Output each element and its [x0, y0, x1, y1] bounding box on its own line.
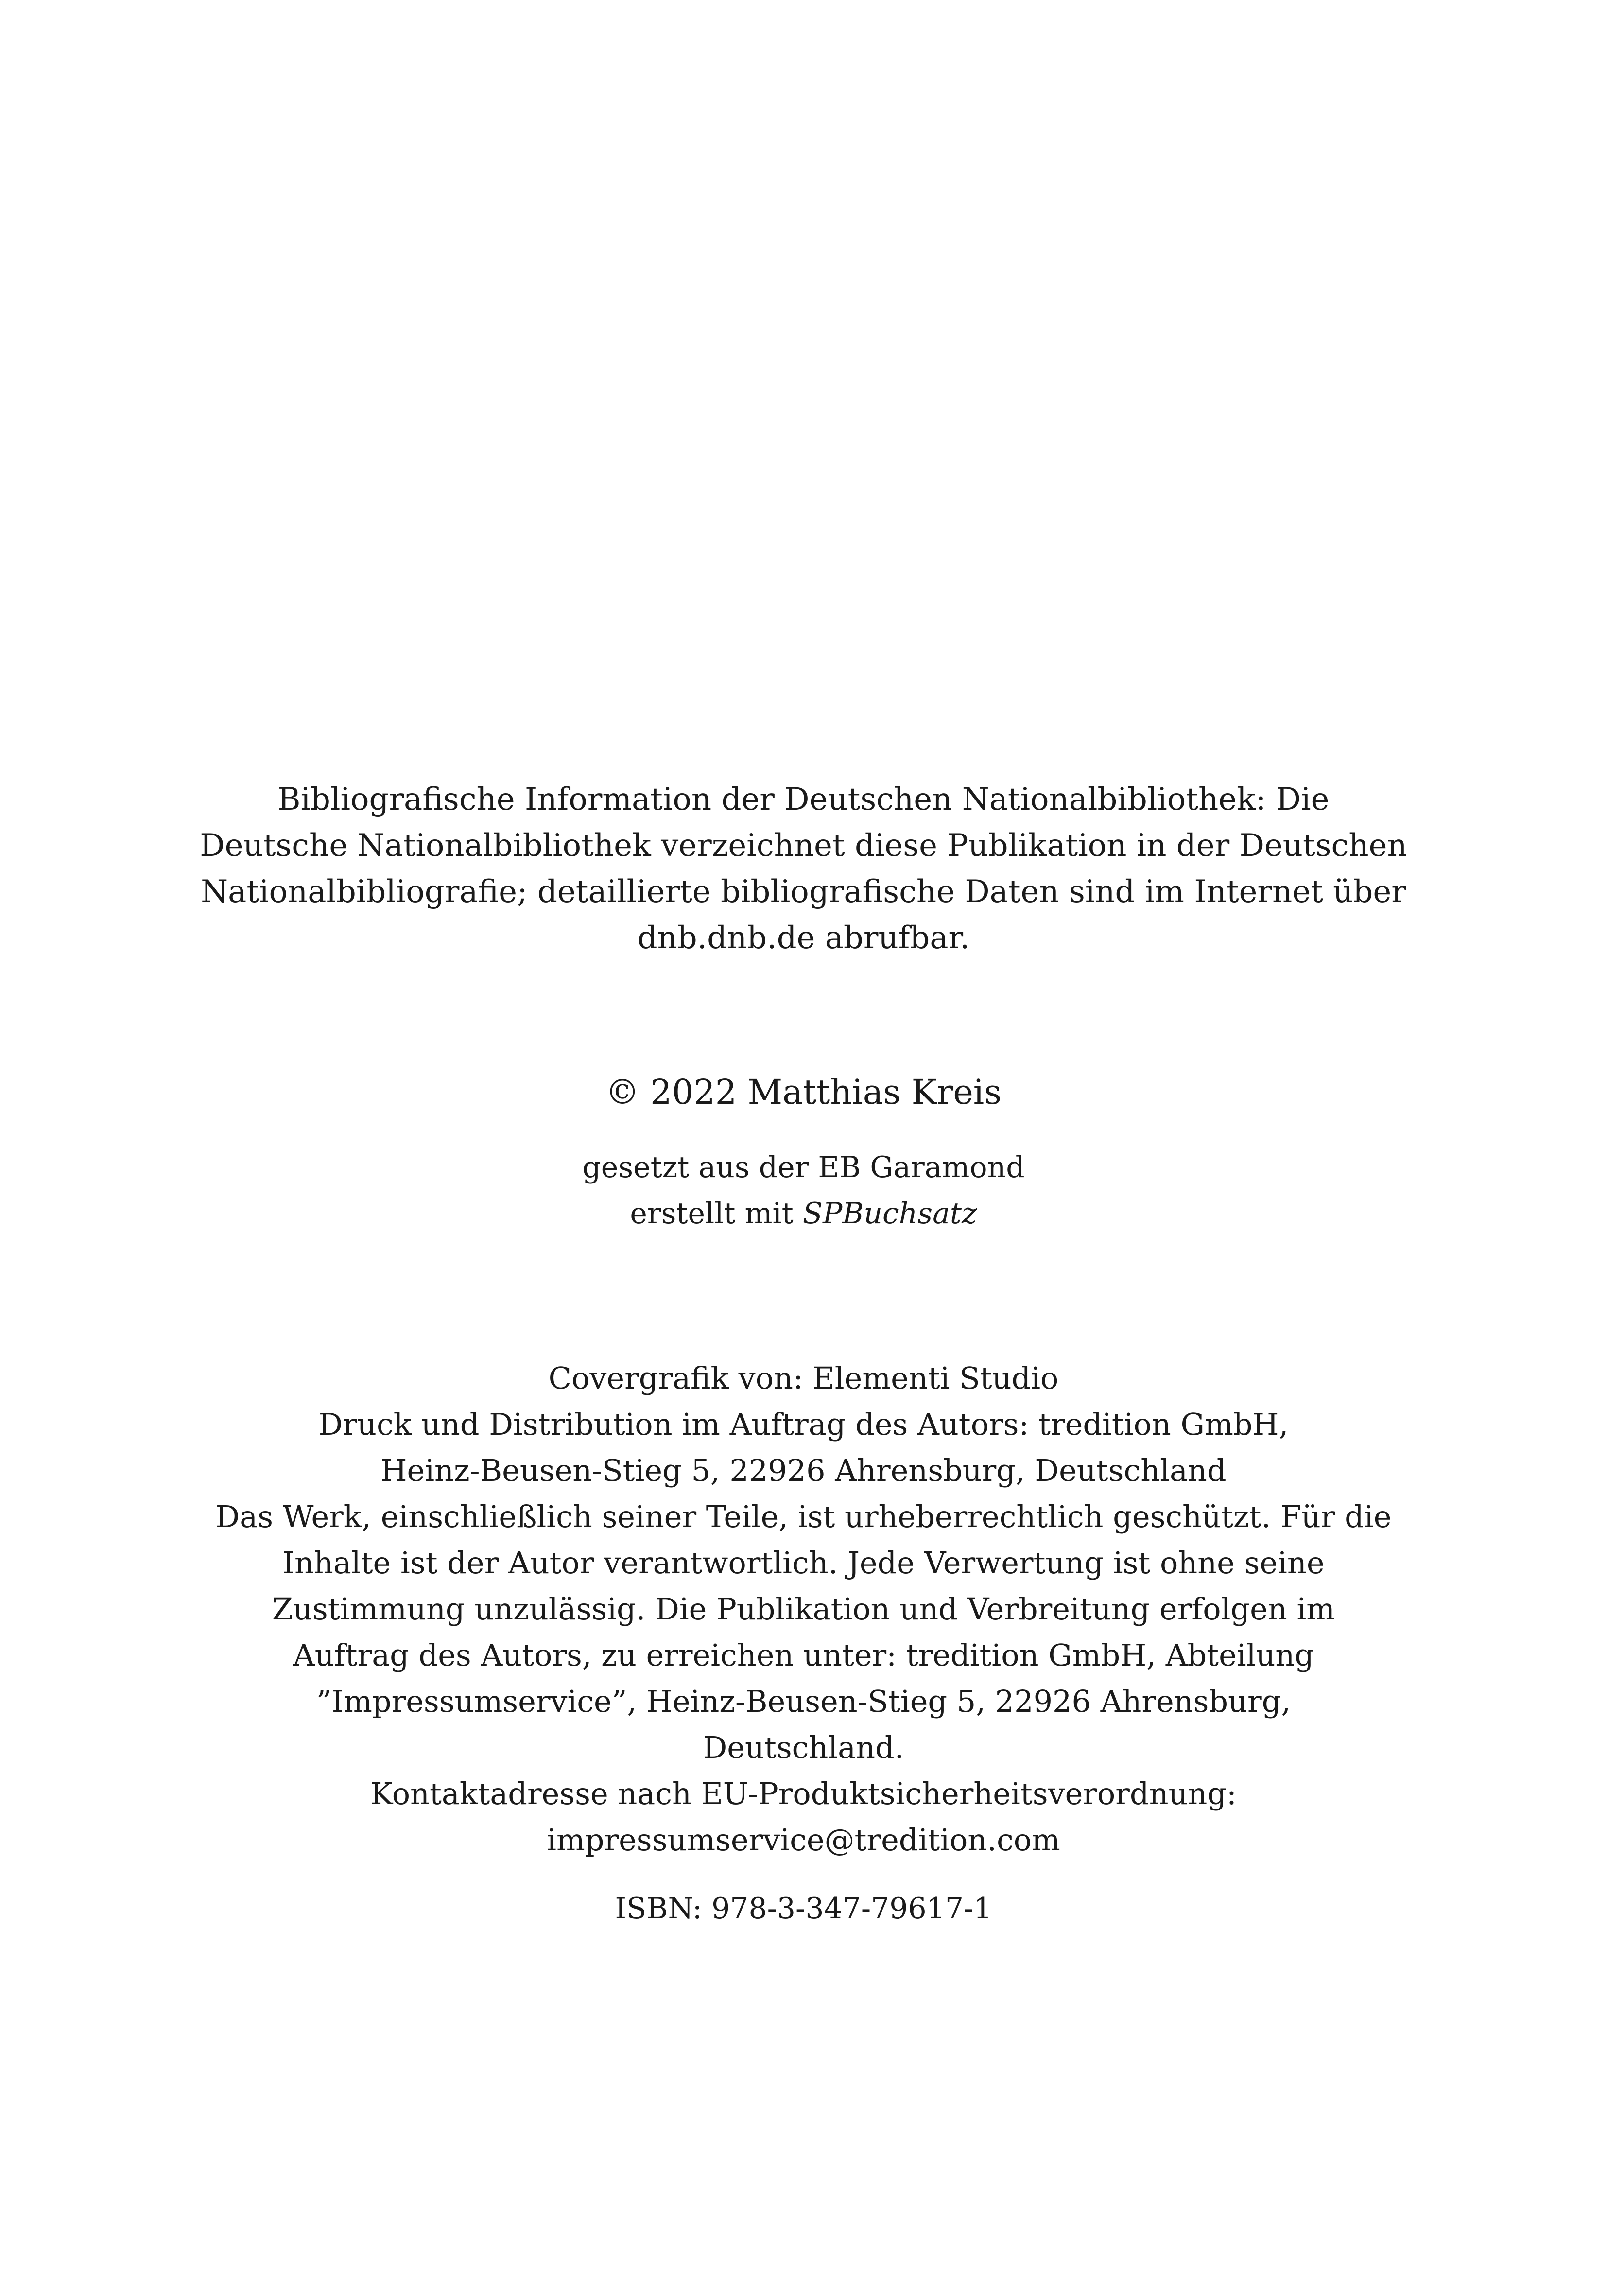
imprint-line: Auftrag des Autors, zu erreichen unter: tredition GmbH, Abteilung — [293, 1637, 1314, 1673]
typeset-font-line: gesetzt aus der EB Garamond — [582, 1150, 1025, 1184]
typesetting-info — [0, 1145, 1607, 1237]
typeset-created-prefix: erstellt mit — [630, 1197, 803, 1231]
typeset-created-line — [0, 1191, 1607, 1237]
bibliographic-line: dnb.dnb.de abrufbar. — [637, 920, 970, 956]
isbn-line: ISBN: 978-3-347-79617-1 — [615, 1892, 992, 1926]
isbn-notice — [0, 1886, 1607, 1932]
imprint-line: impressumservice@tredition.com — [547, 1822, 1060, 1858]
imprint-line: Deutschland. — [703, 1730, 904, 1765]
bibliographic-line: Nationalbibliografie; detaillierte bibliografische Daten sind im Internet über — [201, 874, 1406, 910]
copyright-line: © 2022 Matthias Kreis — [605, 1072, 1002, 1112]
bibliographic-line: Bibliografische Information der Deutschen Nationalbibliothek: Die — [277, 782, 1330, 818]
imprint-line: Covergrafik von: Elementi Studio — [548, 1360, 1059, 1396]
imprint-line: Kontaktadresse nach EU-Produktsicherheitsverordnung: — [370, 1776, 1237, 1811]
imprint-line: Druck und Distribution im Auftrag des Autors: tredition GmbH, — [318, 1407, 1289, 1442]
typeset-brand-name: SPBuchsatz — [802, 1197, 977, 1231]
bibliographic-notice — [0, 777, 1607, 961]
imprint-line: ”Impressumservice”, Heinz-Beusen-Stieg 5, 22926 Ahrensburg, — [316, 1684, 1291, 1719]
imprint-line: Das Werk, einschließlich seiner Teile, ist urheberrechtlich geschützt. Für die — [215, 1499, 1392, 1534]
imprint-line: Zustimmung unzulässig. Die Publikation und Verbreitung erfolgen im — [272, 1591, 1335, 1627]
bibliographic-line: Deutsche Nationalbibliothek verzeichnet diese Publikation in der Deutschen — [200, 828, 1407, 864]
imprint-line: Heinz-Beusen-Stieg 5, 22926 Ahrensburg, Deutschland — [380, 1453, 1227, 1488]
imprint-line: Inhalte ist der Autor verantwortlich. Jede Verwertung ist ohne seine — [282, 1545, 1325, 1581]
imprint-notice — [0, 1355, 1607, 1863]
copyright-notice — [0, 1069, 1607, 1115]
